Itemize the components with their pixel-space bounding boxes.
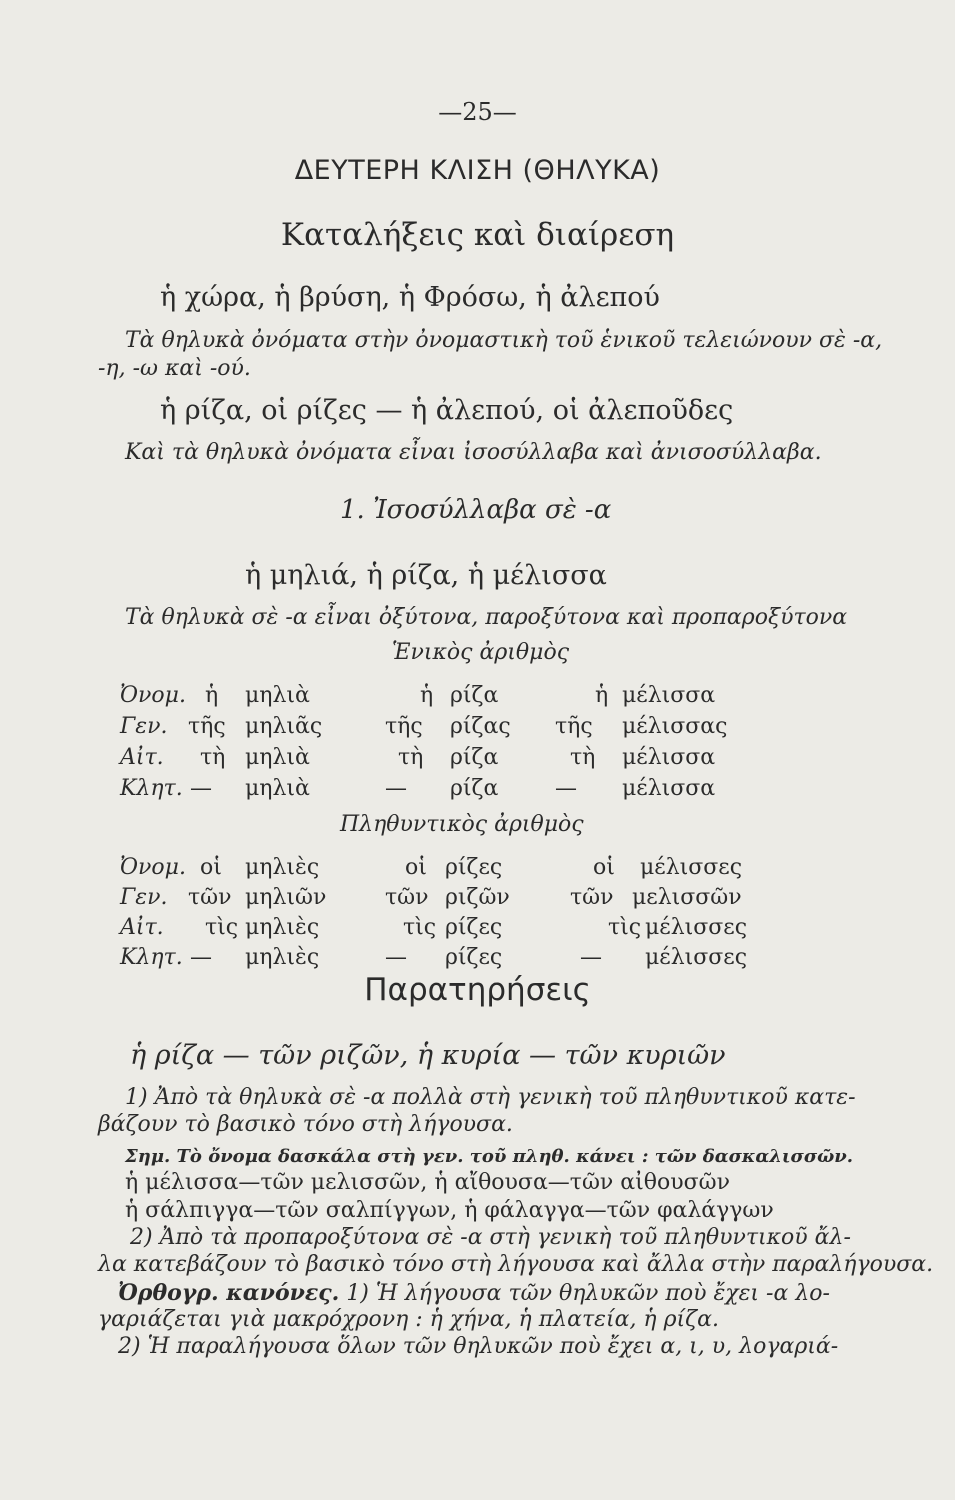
word: μηλιὰ [245,683,310,708]
article: τὴ [398,745,424,770]
word: μέλισσα [622,745,716,770]
word: μέλισσες [645,945,748,970]
word: μηλιῶν [245,885,327,910]
word: ρίζας [450,714,511,739]
word: ρίζες [445,915,503,940]
intro-rule-line2: -η, -ω καὶ -ού. [98,356,251,381]
word: ρίζα [450,776,499,801]
note2-line2: λα κατεβάζουν τὸ βασικὸ τόνο στὴ λήγουσα καὶ ἄλλα στὴν παραλήγουσα. [98,1252,934,1277]
case-label: Αἰτ. [120,745,164,770]
article: τῆς [188,714,226,739]
article: ἡ [420,683,434,708]
article: — [580,945,602,970]
note1-line1: 1) Ἀπὸ τὰ θηλυκὰ σὲ -α πολλὰ στὴ γενικὴ τοῦ πληθυντικοῦ κατε- [125,1085,856,1110]
word: ρίζες [445,855,503,880]
page-number: —25— [438,98,517,126]
article: — [190,945,212,970]
plural-title: Πληθυντικὸς ἀριθμὸς [340,812,584,837]
case-label: Κλητ. [120,776,183,801]
word: ρίζες [445,945,503,970]
word: μέλισσας [622,714,728,739]
case-label: Κλητ. [120,945,183,970]
article: — [190,776,212,801]
observations-title: Παρατηρήσεις [364,972,591,1008]
word: μέλισσα [622,683,716,708]
note1-line2: βάζουν τὸ βασικὸ τόνο στὴ λήγουσα. [98,1112,513,1137]
section1-examples: ἡ μηλιά, ἡ ρίζα, ἡ μέλισσα [245,560,607,591]
article: ἡ [205,683,219,708]
word: μέλισσα [622,776,716,801]
intro-rule-line3: Καὶ τὰ θηλυκὰ ὀνόματα εἶναι ἰσοσύλλαβα καὶ ἀνισοσύλλαβα. [125,440,822,465]
word: ρίζα [450,745,499,770]
note2-line1: 2) Ἀπὸ τὰ προπαροξύτονα σὲ -α στὴ γενικὴ τοῦ πληθυντικοῦ ἄλ- [130,1225,851,1250]
ortho-label: Ὀρθογρ. κανόνες. [118,1280,340,1306]
article: — [385,776,407,801]
article: — [385,945,407,970]
article: ἡ [595,683,609,708]
case-label: Γεν. [120,885,168,910]
section1-rule: Τὰ θηλυκὰ σὲ -α εἶναι ὀξύτονα, παροξύτονα καὶ προπαροξύτονα [125,605,848,630]
article: τῶν [570,885,614,910]
article: τὴ [570,745,596,770]
observations-example: ἡ ρίζα — τῶν ριζῶν, ἡ κυρία — τῶν κυριῶν [130,1040,726,1071]
ortho-rules-line3: 2) Ἡ παραλήγουσα ὅλων τῶν θηλυκῶν ποὺ ἔχει α, ι, υ, λογαριά- [118,1334,839,1359]
word: μελισσῶν [632,885,742,910]
ortho-rules-line1 [118,1280,830,1306]
example-line1: ἡ μέλισσα—τῶν μελισσῶν, ἡ αἴθουσα—τῶν αἰθουσῶν [125,1170,730,1195]
article: τῶν [385,885,429,910]
article: τὶς [403,915,437,940]
ortho-rule1: 1) Ἡ λήγουσα τῶν θηλυκῶν ποὺ ἔχει -α λο- [346,1281,830,1306]
article: — [555,776,577,801]
singular-title: Ἑνικὸς ἀριθμὸς [392,640,570,665]
article: οἱ [593,855,615,880]
article: τὴ [200,745,226,770]
chapter-heading: ΔΕΥΤΕΡΗ ΚΛΙΣΗ (ΘΗΛΥΚΑ) [294,155,661,186]
article: οἱ [405,855,427,880]
word: ρίζα [450,683,499,708]
word: μηλιὲς [245,915,320,940]
article: τῶν [188,885,232,910]
case-label: Αἰτ. [120,915,164,940]
word: μηλιὲς [245,855,320,880]
remark: Σημ. Τὸ ὄνομα δασκάλα στὴ γεν. τοῦ πληθ. κάνει : τῶν δασκαλισσῶν. [125,1146,853,1167]
article: τὶς [608,915,642,940]
article: τὶς [205,915,239,940]
word: μηλιὰ [245,745,310,770]
word: μηλιὰ [245,776,310,801]
word: μέλισσες [640,855,743,880]
word: μέλισσες [645,915,748,940]
word: μηλιᾶς [245,714,323,739]
chapter-subheading: Καταλήξεις καὶ διαίρεση [280,217,675,253]
article: τῆς [555,714,593,739]
article: τῆς [385,714,423,739]
case-label: Γεν. [120,714,168,739]
article: οἱ [200,855,222,880]
intro-examples: ἡ χώρα, ἡ βρύση, ἡ Φρόσω, ἡ ἀλεπού [160,282,660,313]
case-label: Ὀνομ. [120,683,186,708]
word: μηλιὲς [245,945,320,970]
ortho-rules-line2: γαριάζεται γιὰ μακρόχρονη : ἡ χήνα, ἡ πλατεία, ἡ ρίζα. [98,1307,719,1332]
intro-rule-line1: Τὰ θηλυκὰ ὀνόματα στὴν ὀνομαστικὴ τοῦ ἑνικοῦ τελειώνουν σὲ -α, [125,328,883,353]
word: ριζῶν [445,885,510,910]
case-label: Ὀνομ. [120,855,186,880]
section1-title: 1. Ἰσοσύλλαβα σὲ -α [340,495,612,525]
example-line2: ἡ σάλπιγγα—τῶν σαλπίγγων, ἡ φάλαγγα—τῶν φαλάγγων [125,1198,774,1223]
intro-examples-2: ἡ ρίζα, οἱ ρίζες — ἡ ἀλεπού, οἱ ἀλεποῦδες [160,395,734,426]
